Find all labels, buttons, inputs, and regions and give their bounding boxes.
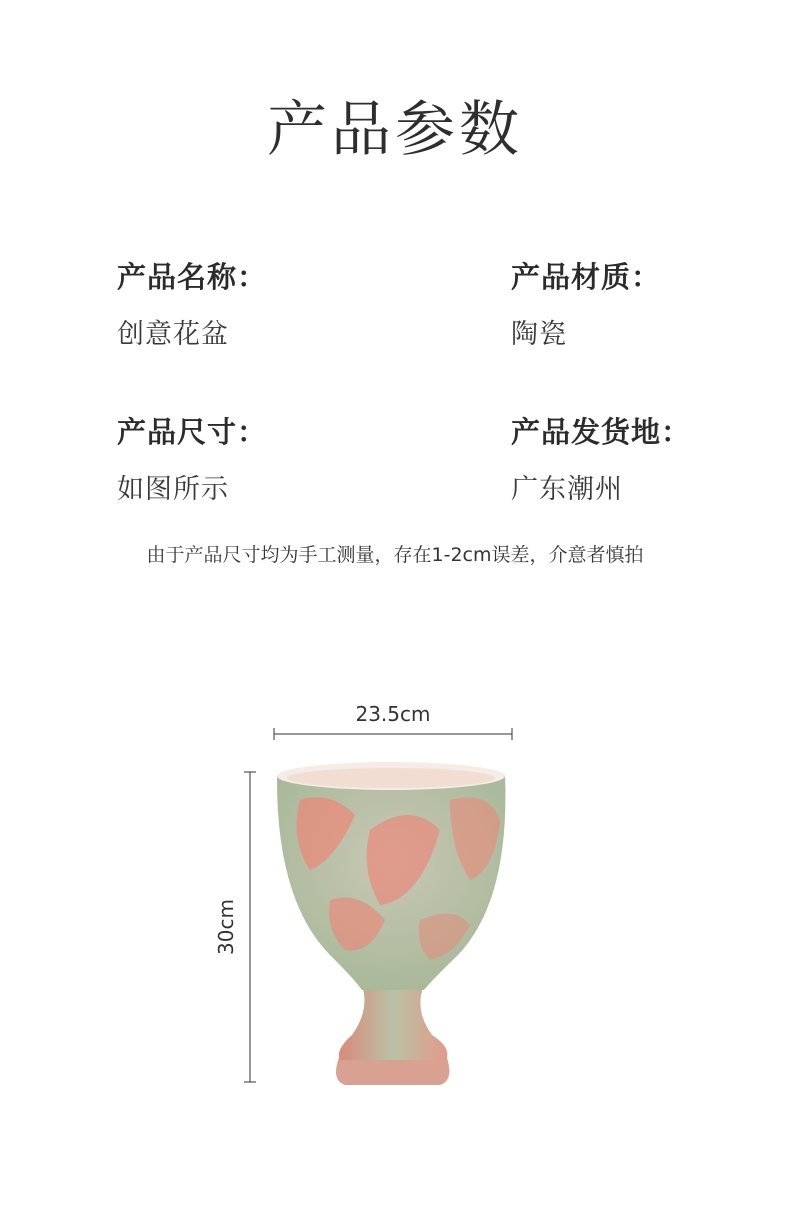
height-label: 30cm — [214, 899, 238, 955]
param-label: 产品材质： — [511, 260, 662, 294]
vase-image — [277, 762, 505, 1085]
param-value: 如图所示 — [117, 474, 229, 505]
param-value: 陶瓷 — [511, 319, 567, 350]
measurement-note: 由于产品尺寸均为手工测量，存在1-2cm误差，介意者慎拍 — [146, 544, 644, 566]
param-label: 产品发货地： — [511, 415, 692, 449]
param-label: 产品名称： — [117, 260, 268, 294]
param-value: 广东潮州 — [511, 474, 623, 505]
width-dimension-line — [274, 728, 512, 740]
height-dimension-line — [244, 772, 256, 1082]
width-label: 23.5cm — [355, 702, 431, 726]
page-title: 产品参数 — [267, 95, 523, 165]
param-label: 产品尺寸： — [117, 415, 268, 449]
param-value: 创意花盆 — [117, 319, 229, 350]
